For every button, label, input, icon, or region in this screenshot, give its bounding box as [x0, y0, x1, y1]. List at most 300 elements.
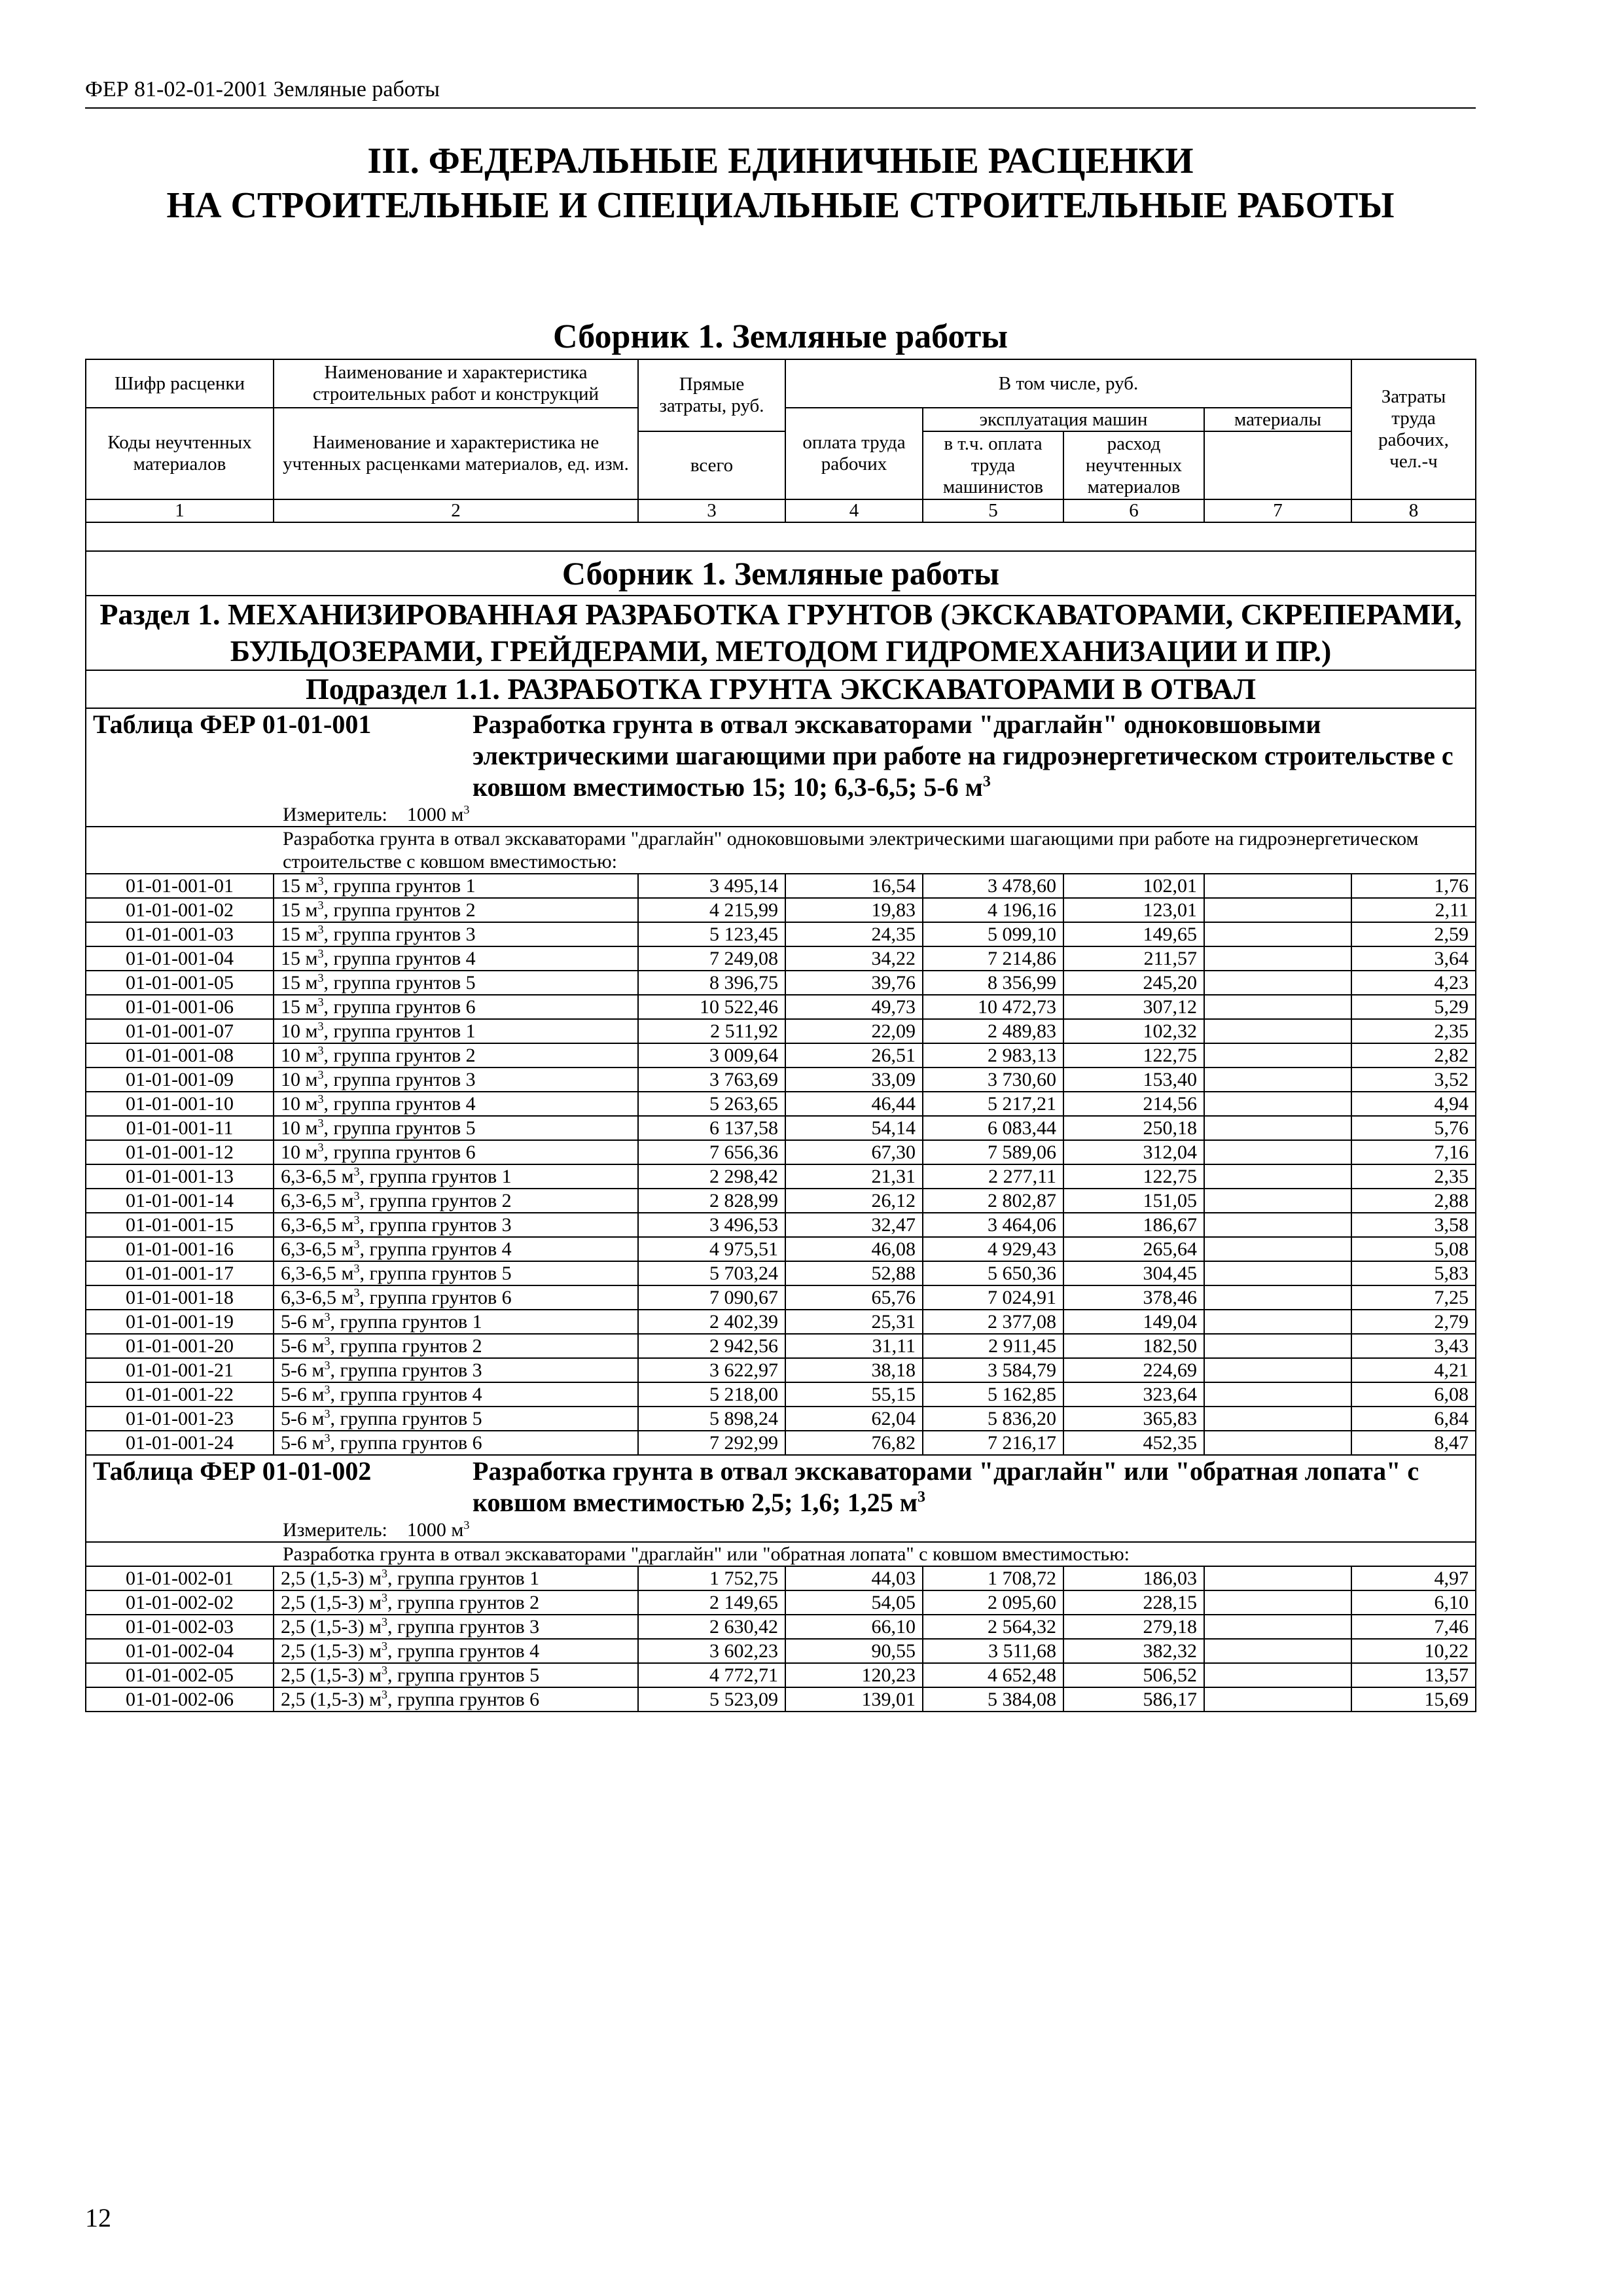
work-name: [274, 1285, 638, 1310]
work-name-sup: 3: [353, 1262, 360, 1275]
header-col1-bottom: Коды неучтенных материалов: [86, 408, 274, 499]
work-name-sup: 3: [317, 947, 324, 960]
work-name-post: , группа грунтов 1: [323, 875, 476, 897]
table-row: [86, 1687, 1476, 1712]
rate-code: 01-01-002-04: [86, 1639, 274, 1663]
work-name-sup: 3: [324, 1310, 330, 1323]
machine-cost: 6 083,44: [923, 1116, 1063, 1140]
direct-cost: 3 602,23: [638, 1639, 785, 1663]
work-name: [274, 1116, 638, 1140]
table-row: [86, 995, 1476, 1019]
work-name-post: , группа грунтов 1: [359, 1166, 512, 1187]
work-name: [274, 1261, 638, 1285]
work-name-sup: 3: [317, 1044, 324, 1057]
table-title-sup: 3: [982, 773, 991, 791]
labor-cost: 44,03: [785, 1566, 923, 1590]
work-name-pre: 6,3-6,5 м: [281, 1238, 354, 1260]
work-name-post: , группа грунтов 6: [323, 996, 476, 1018]
direct-cost: 2 942,56: [638, 1334, 785, 1358]
direct-cost: 2 630,42: [638, 1615, 785, 1639]
header-col8: Затраты труда рабочих, чел.-ч: [1351, 359, 1476, 499]
work-name-pre: 6,3-6,5 м: [281, 1287, 354, 1308]
work-name-post: , группа грунтов 1: [323, 1020, 476, 1042]
rate-code: 01-01-001-04: [86, 946, 274, 971]
direct-cost: 5 523,09: [638, 1687, 785, 1712]
rate-code: 01-01-001-18: [86, 1285, 274, 1310]
rate-code: 01-01-001-10: [86, 1092, 274, 1116]
machine-cost: 3 730,60: [923, 1067, 1063, 1092]
work-name-pre: 15 м: [281, 899, 318, 921]
rate-code: 01-01-001-24: [86, 1431, 274, 1455]
machine-cost: 5 836,20: [923, 1407, 1063, 1431]
labor-cost: 22,09: [785, 1019, 923, 1043]
table-row: [86, 1285, 1476, 1310]
rate-code: 01-01-001-15: [86, 1213, 274, 1237]
labor-hours: 4,21: [1351, 1358, 1476, 1382]
work-name: [274, 1043, 638, 1067]
direct-cost: 2 298,42: [638, 1164, 785, 1189]
machine-cost: 8 356,99: [923, 971, 1063, 995]
rate-code: 01-01-001-12: [86, 1140, 274, 1164]
operator-cost: 211,57: [1063, 946, 1204, 971]
materials-cost: [1204, 1164, 1351, 1189]
work-name: [274, 1237, 638, 1261]
work-name-post: , группа грунтов 5: [323, 972, 476, 994]
measure-cell: [86, 1518, 1476, 1542]
machine-cost: 5 384,08: [923, 1687, 1063, 1712]
operator-cost: 182,50: [1063, 1334, 1204, 1358]
work-name-pre: 15 м: [281, 875, 318, 897]
materials-cost: [1204, 1615, 1351, 1639]
table-title-row: [86, 1455, 1476, 1518]
table-label: Таблица ФЕР 01-01-002: [93, 1456, 372, 1486]
table-row: [86, 1431, 1476, 1455]
labor-cost: 25,31: [785, 1310, 923, 1334]
labor-cost: 26,12: [785, 1189, 923, 1213]
work-name: [274, 1566, 638, 1590]
work-name-pre: 2,5 (1,5-3) м: [281, 1640, 382, 1662]
rate-code: 01-01-001-05: [86, 971, 274, 995]
work-name-sup: 3: [353, 1286, 360, 1299]
materials-cost: [1204, 1590, 1351, 1615]
materials-cost: [1204, 1213, 1351, 1237]
rate-code: 01-01-001-19: [86, 1310, 274, 1334]
work-name: [274, 1092, 638, 1116]
measure-value: 1000 м: [406, 804, 464, 825]
work-name-post: , группа грунтов 6: [359, 1287, 512, 1308]
work-name-post: , группа грунтов 5: [387, 1664, 540, 1686]
materials-cost: [1204, 1310, 1351, 1334]
labor-hours: 7,46: [1351, 1615, 1476, 1639]
labor-cost: 90,55: [785, 1639, 923, 1663]
materials-cost: [1204, 1285, 1351, 1310]
direct-cost: 4 215,99: [638, 898, 785, 922]
subsection-title: Подраздел 1.1. РАЗРАБОТКА ГРУНТА ЭКСКАВАТОРАМИ В ОТВАЛ: [86, 670, 1476, 708]
machine-cost: 4 652,48: [923, 1663, 1063, 1687]
machine-cost: 7 214,86: [923, 946, 1063, 971]
labor-cost: 21,31: [785, 1164, 923, 1189]
direct-cost: 5 898,24: [638, 1407, 785, 1431]
table-row: [86, 1213, 1476, 1237]
work-name-pre: 10 м: [281, 1093, 318, 1115]
work-name-sup: 3: [324, 1407, 330, 1420]
work-name-post: , группа грунтов 3: [323, 924, 476, 945]
table-row: [86, 898, 1476, 922]
table-title: [473, 709, 1454, 803]
labor-hours: 3,52: [1351, 1067, 1476, 1092]
table-row: [86, 1092, 1476, 1116]
work-name: [274, 922, 638, 946]
table-title: [473, 1456, 1454, 1518]
operator-cost: 382,32: [1063, 1639, 1204, 1663]
table-row: [86, 1639, 1476, 1663]
operator-cost: 186,67: [1063, 1213, 1204, 1237]
labor-cost: 54,05: [785, 1590, 923, 1615]
work-name-post: , группа грунтов 6: [330, 1432, 482, 1454]
labor-hours: 5,83: [1351, 1261, 1476, 1285]
table-title-text: Разработка грунта в отвал экскаваторами "драглайн" одноковшовыми электрическими шагающими при работе на гидроэнергетическом строительстве с ковшом вместимостью 15; 10; 6,3-6,5; 5-6 м: [473, 709, 1454, 802]
table-row: [86, 1358, 1476, 1382]
work-name-pre: 10 м: [281, 1141, 318, 1163]
labor-hours: 1,76: [1351, 874, 1476, 898]
work-name-sup: 3: [317, 1117, 324, 1130]
work-name-pre: 2,5 (1,5-3) м: [281, 1664, 382, 1686]
measure-row: [86, 803, 1476, 827]
work-name-post: , группа грунтов 2: [330, 1335, 482, 1357]
labor-hours: 2,35: [1351, 1164, 1476, 1189]
work-name: [274, 971, 638, 995]
main-title: [85, 139, 1476, 228]
work-name-pre: 10 м: [281, 1020, 318, 1042]
work-name: [274, 1189, 638, 1213]
description-row: [86, 1542, 1476, 1566]
work-name: [274, 1164, 638, 1189]
materials-cost: [1204, 1566, 1351, 1590]
work-name-sup: 3: [317, 1141, 324, 1154]
header-col2-bottom: Наименование и характеристика не учтенных расценками материалов, ед. изм.: [274, 408, 638, 499]
operator-cost: 312,04: [1063, 1140, 1204, 1164]
materials-cost: [1204, 1639, 1351, 1663]
operator-cost: 122,75: [1063, 1043, 1204, 1067]
header-group: В том числе, руб.: [785, 359, 1351, 408]
header-materials-group: материалы: [1204, 408, 1351, 431]
direct-cost: 8 396,75: [638, 971, 785, 995]
labor-hours: 6,84: [1351, 1407, 1476, 1431]
work-name-sup: 3: [353, 1238, 360, 1251]
work-name-post: , группа грунтов 3: [323, 1069, 476, 1090]
labor-hours: 15,69: [1351, 1687, 1476, 1712]
direct-cost: 3 763,69: [638, 1067, 785, 1092]
measure-row: [86, 1518, 1476, 1542]
rate-code: 01-01-001-09: [86, 1067, 274, 1092]
labor-hours: 4,97: [1351, 1566, 1476, 1590]
rate-code: 01-01-002-06: [86, 1687, 274, 1712]
direct-cost: 5 218,00: [638, 1382, 785, 1407]
operator-cost: 265,64: [1063, 1237, 1204, 1261]
header-number-3: 3: [638, 499, 785, 522]
table-row: [86, 1334, 1476, 1358]
operator-cost: 102,01: [1063, 874, 1204, 898]
direct-cost: 4 772,71: [638, 1663, 785, 1687]
materials-cost: [1204, 1067, 1351, 1092]
work-name: [274, 1140, 638, 1164]
work-name-post: , группа грунтов 2: [387, 1592, 540, 1613]
work-name: [274, 898, 638, 922]
labor-hours: 2,79: [1351, 1310, 1476, 1334]
work-name: [274, 1310, 638, 1334]
labor-cost: 55,15: [785, 1382, 923, 1407]
work-name-post: , группа грунтов 4: [330, 1384, 482, 1405]
machine-cost: 3 584,79: [923, 1358, 1063, 1382]
work-name-post: , группа грунтов 5: [359, 1263, 512, 1284]
direct-cost: 10 522,46: [638, 995, 785, 1019]
work-name: [274, 1019, 638, 1043]
direct-cost: 7 656,36: [638, 1140, 785, 1164]
header-machines-group: эксплуатация машин: [923, 408, 1204, 431]
work-name-post: , группа грунтов 4: [359, 1238, 512, 1260]
header-rule: [85, 107, 1476, 109]
rate-code: 01-01-002-03: [86, 1615, 274, 1639]
table-row: [86, 1067, 1476, 1092]
header-col6: в т.ч. оплата труда машинистов: [923, 431, 1063, 499]
materials-cost: [1204, 1237, 1351, 1261]
work-name-post: , группа грунтов 2: [359, 1190, 512, 1211]
work-name-post: , группа грунтов 2: [323, 1045, 476, 1066]
table-title-cell: [86, 708, 1476, 803]
work-name-pre: 2,5 (1,5-3) м: [281, 1592, 382, 1613]
labor-cost: 38,18: [785, 1358, 923, 1382]
work-name-pre: 6,3-6,5 м: [281, 1190, 354, 1211]
rate-code: 01-01-001-17: [86, 1261, 274, 1285]
work-name-post: , группа грунтов 3: [330, 1359, 482, 1381]
table-row: [86, 1310, 1476, 1334]
header-number-7: 7: [1204, 499, 1351, 522]
table-row: [86, 1164, 1476, 1189]
main-title-line1: III. ФЕДЕРАЛЬНЫЕ ЕДИНИЧНЫЕ РАСЦЕНКИ: [367, 141, 1194, 181]
table-row: [86, 1407, 1476, 1431]
work-name-pre: 6,3-6,5 м: [281, 1214, 354, 1236]
labor-hours: 6,10: [1351, 1590, 1476, 1615]
labor-hours: 8,47: [1351, 1431, 1476, 1455]
work-name-post: , группа грунтов 4: [323, 1093, 476, 1115]
rates-table: [85, 359, 1476, 1712]
body-collection-title: Сборник 1. Земляные работы: [86, 551, 1476, 596]
work-name: [274, 1590, 638, 1615]
work-name-pre: 15 м: [281, 996, 318, 1018]
header-col3: Прямые затраты, руб.: [638, 359, 785, 431]
labor-hours: 6,08: [1351, 1382, 1476, 1407]
direct-cost: 4 975,51: [638, 1237, 785, 1261]
table-row: [86, 1615, 1476, 1639]
labor-hours: 2,88: [1351, 1189, 1476, 1213]
work-name-sup: 3: [324, 1383, 330, 1396]
rate-code: 01-01-001-07: [86, 1019, 274, 1043]
labor-cost: 66,10: [785, 1615, 923, 1639]
work-name: [274, 1382, 638, 1407]
direct-cost: 7 292,99: [638, 1431, 785, 1455]
materials-cost: [1204, 1431, 1351, 1455]
machine-cost: 2 377,08: [923, 1310, 1063, 1334]
rate-code: 01-01-001-11: [86, 1116, 274, 1140]
materials-cost: [1204, 898, 1351, 922]
machine-cost: 2 983,13: [923, 1043, 1063, 1067]
machine-cost: 5 650,36: [923, 1261, 1063, 1285]
work-name-sup: 3: [381, 1664, 387, 1677]
work-name-sup: 3: [317, 996, 324, 1009]
header-col7: расход неучтенных материалов: [1063, 431, 1204, 499]
header-number-6: 6: [1063, 499, 1204, 522]
work-name-pre: 10 м: [281, 1045, 318, 1066]
table-title-row: [86, 708, 1476, 803]
work-name-pre: 5-6 м: [281, 1432, 325, 1454]
table-row: [86, 1663, 1476, 1687]
labor-hours: 4,23: [1351, 971, 1476, 995]
operator-cost: 102,32: [1063, 1019, 1204, 1043]
rate-code: 01-01-001-13: [86, 1164, 274, 1189]
machine-cost: 2 564,32: [923, 1615, 1063, 1639]
rate-code: 01-01-002-01: [86, 1566, 274, 1590]
work-name: [274, 1358, 638, 1382]
machine-cost: 1 708,72: [923, 1566, 1063, 1590]
table-description: Разработка грунта в отвал экскаваторами "драглайн" или "обратная лопата" с ковшом вместимостью:: [86, 1542, 1476, 1566]
materials-cost: [1204, 1687, 1351, 1712]
direct-cost: 5 263,65: [638, 1092, 785, 1116]
work-name-sup: 3: [317, 899, 324, 912]
materials-cost: [1204, 1043, 1351, 1067]
work-name-sup: 3: [381, 1640, 387, 1653]
header-number-5: 5: [923, 499, 1063, 522]
materials-cost: [1204, 1189, 1351, 1213]
work-name-post: , группа грунтов 5: [323, 1117, 476, 1139]
work-name-post: , группа грунтов 1: [387, 1568, 540, 1589]
labor-cost: 26,51: [785, 1043, 923, 1067]
work-name-pre: 15 м: [281, 948, 318, 969]
work-name: [274, 1687, 638, 1712]
labor-cost: 76,82: [785, 1431, 923, 1455]
table-body: [86, 522, 1476, 1712]
materials-cost: [1204, 1334, 1351, 1358]
measure-sup: 3: [463, 803, 470, 816]
work-name-post: , группа грунтов 4: [387, 1640, 540, 1662]
section-title: Раздел 1. МЕХАНИЗИРОВАННАЯ РАЗРАБОТКА ГРУНТОВ (ЭКСКАВАТОРАМИ, СКРЕПЕРАМИ, БУЛЬДОЗЕРАМИ, ГРЕЙДЕРАМИ, МЕТОДОМ ГИДРОМЕХАНИЗАЦИИ И ПР.): [86, 596, 1476, 670]
direct-cost: 3 496,53: [638, 1213, 785, 1237]
materials-cost: [1204, 922, 1351, 946]
machine-cost: 5 217,21: [923, 1092, 1063, 1116]
work-name-pre: 5-6 м: [281, 1359, 325, 1381]
labor-hours: 5,29: [1351, 995, 1476, 1019]
operator-cost: 279,18: [1063, 1615, 1204, 1639]
operator-cost: 123,01: [1063, 898, 1204, 922]
main-title-line2: НА СТРОИТЕЛЬНЫЕ И СПЕЦИАЛЬНЫЕ СТРОИТЕЛЬНЫЕ РАБОТЫ: [166, 185, 1395, 226]
work-name-pre: 5-6 м: [281, 1384, 325, 1405]
measure-sup: 3: [463, 1518, 470, 1532]
machine-cost: 5 099,10: [923, 922, 1063, 946]
header-col4: оплата труда рабочих: [785, 408, 923, 499]
rate-code: 01-01-001-02: [86, 898, 274, 922]
materials-cost: [1204, 1663, 1351, 1687]
table-row: [86, 1140, 1476, 1164]
table-row: [86, 922, 1476, 946]
machine-cost: 2 277,11: [923, 1164, 1063, 1189]
direct-cost: 2 511,92: [638, 1019, 785, 1043]
rate-code: 01-01-001-01: [86, 874, 274, 898]
running-header: ФЕР 81-02-01-2001 Земляные работы: [85, 77, 440, 101]
header-number-8: 8: [1351, 499, 1476, 522]
work-name-pre: 2,5 (1,5-3) м: [281, 1568, 382, 1589]
machine-cost: 2 095,60: [923, 1590, 1063, 1615]
operator-cost: 245,20: [1063, 971, 1204, 995]
materials-cost: [1204, 1116, 1351, 1140]
work-name-pre: 5-6 м: [281, 1335, 325, 1357]
work-name-sup: 3: [317, 923, 324, 936]
measure-cell: [86, 803, 1476, 827]
table-row: [86, 1566, 1476, 1590]
operator-cost: 149,65: [1063, 922, 1204, 946]
table-row: [86, 946, 1476, 971]
table-title-cell: [86, 1455, 1476, 1518]
materials-cost: [1204, 995, 1351, 1019]
direct-cost: 2 402,39: [638, 1310, 785, 1334]
machine-cost: 7 589,06: [923, 1140, 1063, 1164]
materials-cost: [1204, 1140, 1351, 1164]
page-number: 12: [85, 2203, 111, 2233]
work-name-pre: 2,5 (1,5-3) м: [281, 1689, 382, 1710]
labor-hours: 2,82: [1351, 1043, 1476, 1067]
labor-cost: 33,09: [785, 1067, 923, 1092]
direct-cost: 6 137,58: [638, 1116, 785, 1140]
blank-row: [86, 522, 1476, 551]
work-name-sup: 3: [324, 1359, 330, 1372]
direct-cost: 7 249,08: [638, 946, 785, 971]
labor-cost: 62,04: [785, 1407, 923, 1431]
operator-cost: 586,17: [1063, 1687, 1204, 1712]
operator-cost: 149,04: [1063, 1310, 1204, 1334]
labor-cost: 46,08: [785, 1237, 923, 1261]
operator-cost: 307,12: [1063, 995, 1204, 1019]
materials-cost: [1204, 1019, 1351, 1043]
machine-cost: 2 911,45: [923, 1334, 1063, 1358]
rate-code: 01-01-001-03: [86, 922, 274, 946]
rate-code: 01-01-001-16: [86, 1237, 274, 1261]
work-name: [274, 946, 638, 971]
operator-cost: 452,35: [1063, 1431, 1204, 1455]
work-name-sup: 3: [381, 1688, 387, 1701]
labor-cost: 120,23: [785, 1663, 923, 1687]
operator-cost: 153,40: [1063, 1067, 1204, 1092]
measure-value: 1000 м: [406, 1519, 464, 1541]
description-row: [86, 827, 1476, 874]
operator-cost: 323,64: [1063, 1382, 1204, 1407]
machine-cost: 4 929,43: [923, 1237, 1063, 1261]
operator-cost: 506,52: [1063, 1663, 1204, 1687]
machine-cost: 2 489,83: [923, 1019, 1063, 1043]
work-name-sup: 3: [353, 1189, 360, 1202]
work-name-post: , группа грунтов 5: [330, 1408, 482, 1429]
work-name-post: , группа грунтов 1: [330, 1311, 482, 1333]
operator-cost: 304,45: [1063, 1261, 1204, 1285]
rate-code: 01-01-001-21: [86, 1358, 274, 1382]
machine-cost: 5 162,85: [923, 1382, 1063, 1407]
work-name: [274, 874, 638, 898]
work-name-pre: 5-6 м: [281, 1408, 325, 1429]
work-name-post: , группа грунтов 6: [323, 1141, 476, 1163]
work-name-sup: 3: [317, 874, 324, 888]
labor-hours: 5,08: [1351, 1237, 1476, 1261]
labor-hours: 3,58: [1351, 1213, 1476, 1237]
work-name-sup: 3: [353, 1213, 360, 1227]
table-row: [86, 1116, 1476, 1140]
machine-cost: 4 196,16: [923, 898, 1063, 922]
